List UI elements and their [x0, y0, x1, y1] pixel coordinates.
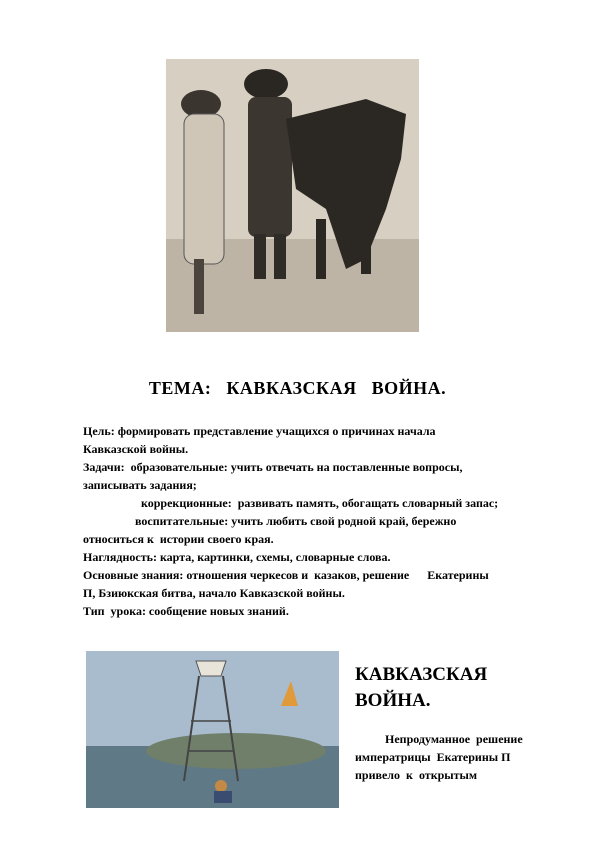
- goal-line: записывать задания;: [83, 478, 197, 492]
- text-line: привело к открытым: [355, 768, 478, 782]
- goal-line: Задачи: образовательные: учить отвечать на поставленные вопросы,: [83, 460, 463, 474]
- watchtower-illustration: [86, 651, 339, 808]
- goal-line: Тип урока: сообщение новых знаний.: [83, 604, 289, 618]
- section-heading: [355, 662, 487, 714]
- goal-line: П, Бзиюкская битва, начало Кавказской войны.: [83, 586, 345, 600]
- goal-line: Основные знания: отношения черкесов и казаков, решение Екатерины: [83, 568, 489, 582]
- goal-line: Цель: формировать представление учащихся о причинах начала: [83, 424, 436, 438]
- goal-line: воспитательные: учить любить свой родной край, бережно: [135, 514, 457, 528]
- goal-line: относиться к истории своего края.: [83, 532, 274, 546]
- heading-line: ВОЙНА.: [355, 690, 431, 711]
- goal-line: Кавказской войны.: [83, 442, 189, 456]
- lesson-goals: [83, 422, 583, 620]
- section-text: [355, 730, 565, 784]
- heading-line: КАВКАЗСКАЯ: [355, 664, 488, 685]
- text-line: императрицы Екатерины П: [355, 750, 511, 764]
- lesson-title: ТЕМА: КАВКАЗСКАЯ ВОЙНА.: [148, 378, 447, 398]
- text-line: Непродуманное решение: [385, 732, 523, 746]
- goal-line: коррекционные: развивать память, обогащать словарный запас;: [141, 496, 499, 510]
- goal-line: Наглядность: карта, картинки, схемы, словарные слова.: [83, 550, 391, 564]
- circassian-warriors-photo: [166, 59, 419, 332]
